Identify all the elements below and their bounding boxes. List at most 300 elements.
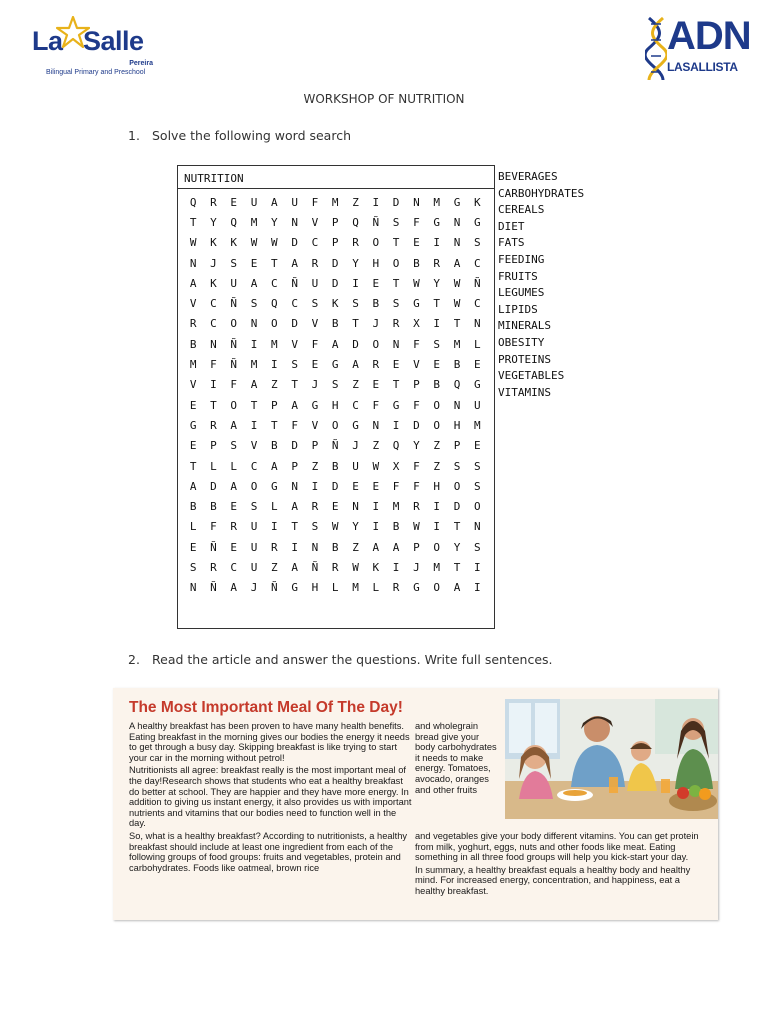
word-list-item: CEREALS: [498, 203, 545, 217]
grid-letter: I: [433, 520, 441, 534]
grid-letter: K: [372, 560, 380, 574]
grid-letter: I: [473, 560, 481, 574]
grid-letter: A: [189, 479, 197, 493]
grid-letter: M: [433, 560, 441, 574]
grid-letter: D: [331, 479, 339, 493]
grid-letter: E: [473, 358, 481, 372]
grid-row: [183, 395, 493, 415]
instruction-text: Solve the following word search: [152, 128, 351, 143]
grid-letter: F: [311, 195, 319, 209]
grid-letter: V: [311, 418, 319, 432]
grid-letter: E: [250, 256, 258, 270]
grid-letter: P: [413, 540, 420, 554]
grid-letter: R: [433, 256, 441, 270]
grid-letter: J: [311, 378, 319, 392]
grid-letter: A: [230, 418, 238, 432]
grid-letter: A: [372, 540, 380, 554]
grid-letter: A: [331, 337, 339, 351]
grid-letter: G: [331, 358, 339, 372]
grid-letter: D: [413, 418, 420, 432]
grid-letter: R: [413, 500, 420, 514]
grid-letter: A: [189, 276, 197, 290]
grid-letter: R: [392, 581, 400, 595]
grid-letter: M: [473, 418, 481, 432]
grid-letter: B: [392, 520, 400, 534]
grid-letter: S: [250, 500, 258, 514]
grid-letter: C: [473, 256, 481, 270]
grid-letter: S: [392, 297, 400, 311]
adn-lasallista-logo: [645, 14, 751, 84]
grid-letter: I: [473, 581, 481, 595]
grid-letter: G: [352, 418, 359, 432]
grid-letter: H: [311, 581, 319, 595]
grid-letter: N: [210, 337, 217, 351]
grid-letter: M: [271, 337, 278, 351]
grid-letter: M: [250, 215, 258, 229]
grid-letter: Ñ: [230, 337, 238, 351]
grid-letter: O: [433, 581, 441, 595]
word-list-item: FEEDING: [498, 252, 545, 266]
grid-letter: T: [453, 560, 461, 574]
grid-letter: Ñ: [311, 560, 319, 574]
grid-letter: D: [392, 195, 400, 209]
grid-letter: Z: [433, 439, 441, 453]
grid-letter: L: [331, 581, 339, 595]
grid-letter: A: [352, 358, 359, 372]
grid-letter: Ñ: [331, 439, 339, 453]
grid-letter: I: [433, 500, 441, 514]
grid-letter: G: [413, 581, 420, 595]
grid-letter: Y: [453, 540, 461, 554]
grid-letter: O: [473, 500, 481, 514]
grid-letter: Z: [271, 560, 278, 574]
grid-letter: L: [230, 459, 238, 473]
grid-row: [183, 354, 493, 374]
grid-letter: I: [271, 520, 278, 534]
grid-letter: V: [291, 337, 298, 351]
grid-letter: G: [311, 398, 319, 412]
grid-letter: W: [413, 276, 420, 290]
grid-letter: Y: [352, 256, 359, 270]
grid-letter: L: [271, 500, 278, 514]
grid-letter: F: [291, 418, 298, 432]
article-paragraph: So, what is a healthy breakfast? According to nutritionists, a healthy breakfast should include at least one ingredient from each of the following groups of food groups: fruits and vegetables, protein and carbohydrates. Foods like oatmeal, brown rice: [129, 830, 408, 873]
grid-letter: V: [189, 378, 197, 392]
grid-letter: F: [210, 358, 217, 372]
grid-letter: O: [230, 398, 238, 412]
grid-letter: A: [230, 581, 238, 595]
grid-letter: Ñ: [230, 358, 238, 372]
grid-letter: R: [230, 520, 238, 534]
grid-row: [183, 334, 493, 354]
grid-letter: U: [291, 195, 298, 209]
grid-letter: L: [189, 520, 197, 534]
grid-letter: O: [230, 317, 238, 331]
grid-row: [183, 233, 493, 253]
grid-letter: F: [413, 337, 420, 351]
grid-letter: O: [331, 418, 339, 432]
grid-letter: S: [311, 297, 319, 311]
grid-letter: N: [453, 236, 461, 250]
grid-letter: K: [210, 276, 217, 290]
grid-letter: C: [250, 459, 258, 473]
grid-letter: C: [473, 297, 481, 311]
grid-letter: D: [331, 276, 339, 290]
grid-letter: Y: [210, 215, 217, 229]
grid-letter: U: [250, 195, 258, 209]
grid-letter: E: [189, 540, 197, 554]
grid-letter: W: [189, 236, 197, 250]
grid-letter: F: [413, 398, 420, 412]
word-list-item: BEVERAGES: [498, 170, 558, 183]
grid-letter: E: [230, 500, 238, 514]
word-list-item: PROTEINS: [498, 352, 551, 366]
grid-letter: U: [250, 520, 258, 534]
grid-letter: W: [352, 560, 359, 574]
grid-letter: E: [230, 540, 238, 554]
grid-letter: N: [372, 418, 380, 432]
grid-letter: T: [453, 317, 461, 331]
grid-letter: A: [392, 540, 400, 554]
grid-letter: Y: [271, 215, 278, 229]
word-list-item: DIET: [498, 219, 525, 233]
grid-letter: U: [352, 459, 359, 473]
grid-letter: T: [392, 378, 400, 392]
grid-letter: Ñ: [372, 215, 380, 229]
grid-letter: D: [291, 439, 298, 453]
grid-letter: P: [413, 378, 420, 392]
grid-letter: D: [291, 236, 298, 250]
grid-letter: J: [250, 581, 258, 595]
grid-letter: O: [271, 317, 278, 331]
grid-letter: B: [453, 358, 461, 372]
grid-letter: E: [311, 358, 319, 372]
grid-letter: V: [311, 317, 319, 331]
article-column-2-wide: [415, 831, 700, 899]
grid-letter: N: [473, 317, 481, 331]
grid-letter: S: [230, 439, 238, 453]
grid-letter: S: [473, 479, 481, 493]
grid-letter: B: [189, 337, 197, 351]
grid-letter: N: [291, 215, 298, 229]
family-breakfast-photo: [505, 699, 718, 819]
grid-letter: E: [189, 398, 197, 412]
grid-letter: Q: [271, 297, 278, 311]
grid-letter: M: [433, 195, 441, 209]
grid-letter: Z: [352, 195, 359, 209]
grid-letter: A: [230, 479, 238, 493]
grid-letter: U: [250, 560, 258, 574]
grid-row: [183, 537, 493, 557]
grid-letter: O: [453, 479, 461, 493]
grid-letter: E: [433, 358, 441, 372]
grid-letter: E: [372, 276, 380, 290]
la-salle-logo: [28, 16, 153, 80]
grid-letter: Q: [453, 378, 461, 392]
grid-row: [183, 273, 493, 293]
grid-letter: X: [413, 317, 420, 331]
grid-letter: K: [210, 236, 217, 250]
grid-letter: M: [392, 500, 400, 514]
grid-letter: S: [433, 337, 441, 351]
grid-letter: R: [372, 358, 380, 372]
grid-letter: N: [189, 256, 197, 270]
grid-letter: T: [210, 398, 217, 412]
grid-letter: A: [291, 560, 298, 574]
grid-letter: G: [473, 215, 481, 229]
grid-row: [183, 436, 493, 456]
grid-letter: E: [413, 236, 420, 250]
grid-letter: T: [392, 276, 400, 290]
grid-letter: I: [372, 195, 380, 209]
grid-letter: A: [291, 500, 298, 514]
grid-letter: N: [453, 398, 461, 412]
grid-row: [183, 314, 493, 334]
grid-row: [183, 293, 493, 313]
grid-letter: W: [250, 236, 258, 250]
grid-letter: F: [413, 479, 420, 493]
grid-letter: J: [210, 256, 217, 270]
word-list-item: VEGETABLES: [498, 369, 565, 383]
grid-letter: T: [453, 520, 461, 534]
grid-letter: D: [291, 317, 298, 331]
article-title: The Most Important Meal Of The Day!: [129, 699, 403, 716]
grid-letter: C: [352, 398, 359, 412]
grid-letter: N: [473, 520, 481, 534]
grid-letter: E: [352, 479, 359, 493]
grid-row: [183, 496, 493, 516]
grid-letter: F: [413, 215, 420, 229]
grid-letter: G: [473, 378, 481, 392]
grid-letter: O: [392, 256, 400, 270]
grid-letter: A: [453, 256, 461, 270]
grid-letter: Y: [433, 276, 441, 290]
grid-letter: B: [331, 459, 339, 473]
grid-letter: S: [473, 236, 481, 250]
grid-letter: Q: [189, 195, 197, 209]
logo-word-la: La: [32, 26, 63, 56]
grid-letter: V: [250, 439, 258, 453]
grid-letter: M: [250, 358, 258, 372]
grid-letter: J: [372, 317, 380, 331]
grid-letter: G: [189, 418, 197, 432]
grid-letter: A: [271, 459, 278, 473]
word-list-item: FATS: [498, 236, 525, 250]
grid-letter: B: [331, 540, 339, 554]
grid-letter: F: [372, 398, 380, 412]
grid-letter: D: [331, 256, 339, 270]
grid-letter: U: [230, 276, 238, 290]
word-list-item: LIPIDS: [498, 302, 538, 316]
grid-letter: A: [271, 195, 278, 209]
article-paragraph: A healthy breakfast has been proven to have many health benefits. Eating breakfast in the morning gives our bodies the energy it needs to get through a busy day. Skipping breakfast is like trying to start your car in the morning without petrol!: [129, 721, 410, 763]
grid-letter: D: [453, 500, 461, 514]
grid-letter: N: [311, 540, 319, 554]
grid-letter: F: [413, 459, 420, 473]
grid-letter: I: [210, 378, 217, 392]
grid-letter: N: [413, 195, 420, 209]
instruction-2: [128, 652, 553, 667]
grid-letter: F: [311, 337, 319, 351]
grid-letter: Z: [433, 459, 441, 473]
grid-letter: I: [291, 540, 298, 554]
grid-letter: A: [250, 276, 258, 290]
grid-letter: E: [392, 358, 400, 372]
grid-letter: B: [271, 439, 278, 453]
grid-letter: T: [189, 459, 197, 473]
grid-letter: V: [189, 297, 197, 311]
grid-letter: S: [189, 560, 197, 574]
grid-letter: R: [189, 317, 197, 331]
grid-letter: E: [189, 439, 197, 453]
grid-letter: I: [433, 236, 441, 250]
grid-letter: E: [230, 195, 238, 209]
grid-letter: C: [311, 236, 319, 250]
grid-letter: I: [250, 418, 258, 432]
page-title: WORKSHOP OF NUTRITION: [303, 92, 465, 106]
grid-letter: O: [372, 337, 380, 351]
grid-letter: T: [271, 418, 278, 432]
grid-letter: Q: [230, 215, 238, 229]
grid-letter: T: [189, 215, 197, 229]
grid-letter: Z: [311, 459, 319, 473]
grid-letter: C: [291, 297, 298, 311]
grid-letter: H: [331, 398, 339, 412]
grid-letter: M: [331, 195, 339, 209]
logo-tagline: Bilingual Primary and Preschool: [46, 69, 146, 76]
grid-letter: D: [352, 337, 359, 351]
grid-letter: P: [331, 236, 339, 250]
word-search-grid: [177, 165, 495, 629]
grid-letter: M: [453, 337, 461, 351]
grid-letter: B: [433, 378, 441, 392]
grid-letter: Ñ: [291, 276, 298, 290]
grid-letter: T: [250, 398, 258, 412]
grid-letter: Z: [352, 540, 359, 554]
grid-letter: T: [433, 297, 441, 311]
grid-letter: B: [189, 500, 197, 514]
logo-lasallista-text: LASALLISTA: [667, 60, 738, 74]
instruction-1: [128, 128, 351, 143]
grid-letter: A: [291, 398, 298, 412]
grid-row: [183, 578, 493, 598]
grid-letter: I: [372, 500, 380, 514]
grid-letter: U: [473, 398, 481, 412]
grid-letter: K: [331, 297, 339, 311]
grid-letter: V: [413, 358, 420, 372]
grid-letter: I: [250, 337, 258, 351]
grid-letter: Ñ: [230, 297, 238, 311]
logo-adn-text: ADN: [667, 14, 751, 58]
grid-letter: H: [372, 256, 380, 270]
grid-letter: K: [230, 236, 238, 250]
grid-letter: S: [291, 358, 298, 372]
grid-letter: C: [271, 276, 278, 290]
grid-row: [183, 415, 493, 435]
instruction-number: 2.: [128, 652, 140, 667]
grid-letter: N: [392, 337, 400, 351]
word-search-title: NUTRITION: [184, 172, 244, 185]
grid-letter: S: [352, 297, 359, 311]
article-column-2-narrow: and wholegrain bread give your body carbohydrates it needs to make energy. Tomatoes, avocado, oranges and other fruits: [415, 721, 497, 795]
grid-letter: S: [230, 256, 238, 270]
grid-letter: C: [230, 560, 238, 574]
grid-letter: A: [250, 378, 258, 392]
grid-letter: S: [392, 215, 400, 229]
grid-letter: P: [271, 398, 278, 412]
article-paragraph: In summary, a healthy breakfast equals a healthy body and healthy mind. For increased energy, concentration, and happiness, eat a healthy breakfast.: [415, 864, 691, 896]
grid-letter: Z: [352, 378, 359, 392]
article-column-1: [129, 721, 414, 875]
grid-letter: I: [372, 520, 380, 534]
grid-letter: G: [453, 195, 461, 209]
grid-letter: A: [453, 581, 461, 595]
grid-letter: Q: [392, 439, 400, 453]
grid-letter: E: [331, 500, 339, 514]
grid-letter: T: [291, 520, 298, 534]
grid-letter: P: [453, 439, 461, 453]
grid-letter: O: [372, 236, 380, 250]
grid-letter: R: [210, 195, 217, 209]
grid-letter: N: [352, 500, 359, 514]
grid-letter: Y: [413, 439, 420, 453]
instruction-number: 1.: [128, 128, 140, 143]
grid-letter: P: [311, 439, 319, 453]
dna-helix-icon: [645, 16, 667, 82]
grid-letter: R: [311, 256, 319, 270]
grid-letter: G: [413, 297, 420, 311]
grid-letter: C: [210, 317, 217, 331]
grid-letter: Z: [271, 378, 278, 392]
grid-row: [183, 517, 493, 537]
grid-row: [183, 253, 493, 273]
grid-letter: B: [331, 317, 339, 331]
word-list-item: LEGUMES: [498, 286, 545, 300]
grid-letter: X: [392, 459, 400, 473]
grid-letter: Ñ: [210, 540, 217, 554]
grid-letter: S: [250, 297, 258, 311]
logo-city: Pereira: [129, 60, 153, 67]
grid-letter: J: [413, 560, 420, 574]
grid-row: [183, 375, 493, 395]
grid-letter: O: [250, 479, 258, 493]
grid-letter: N: [189, 581, 197, 595]
grid-letter: S: [473, 540, 481, 554]
grid-letter: N: [250, 317, 258, 331]
grid-letter: I: [352, 276, 359, 290]
grid-letter: Q: [352, 215, 359, 229]
grid-letter: W: [331, 520, 339, 534]
grid-letter: W: [413, 520, 420, 534]
grid-letter: Ñ: [473, 276, 481, 290]
grid-letter: K: [473, 195, 481, 209]
grid-letter: R: [210, 560, 217, 574]
grid-letter: R: [311, 500, 319, 514]
grid-letter: R: [210, 418, 217, 432]
grid-row: [183, 212, 493, 232]
grid-letter: I: [433, 317, 441, 331]
grid-letter: S: [331, 378, 339, 392]
grid-letter: G: [291, 581, 298, 595]
word-list-item: FRUITS: [498, 269, 538, 283]
grid-letter: Y: [352, 520, 359, 534]
grid-letter: L: [210, 459, 217, 473]
grid-letter: E: [372, 378, 380, 392]
grid-letter: R: [331, 560, 339, 574]
grid-letter: T: [271, 256, 278, 270]
grid-letter: I: [392, 560, 400, 574]
grid-letter: V: [311, 215, 319, 229]
